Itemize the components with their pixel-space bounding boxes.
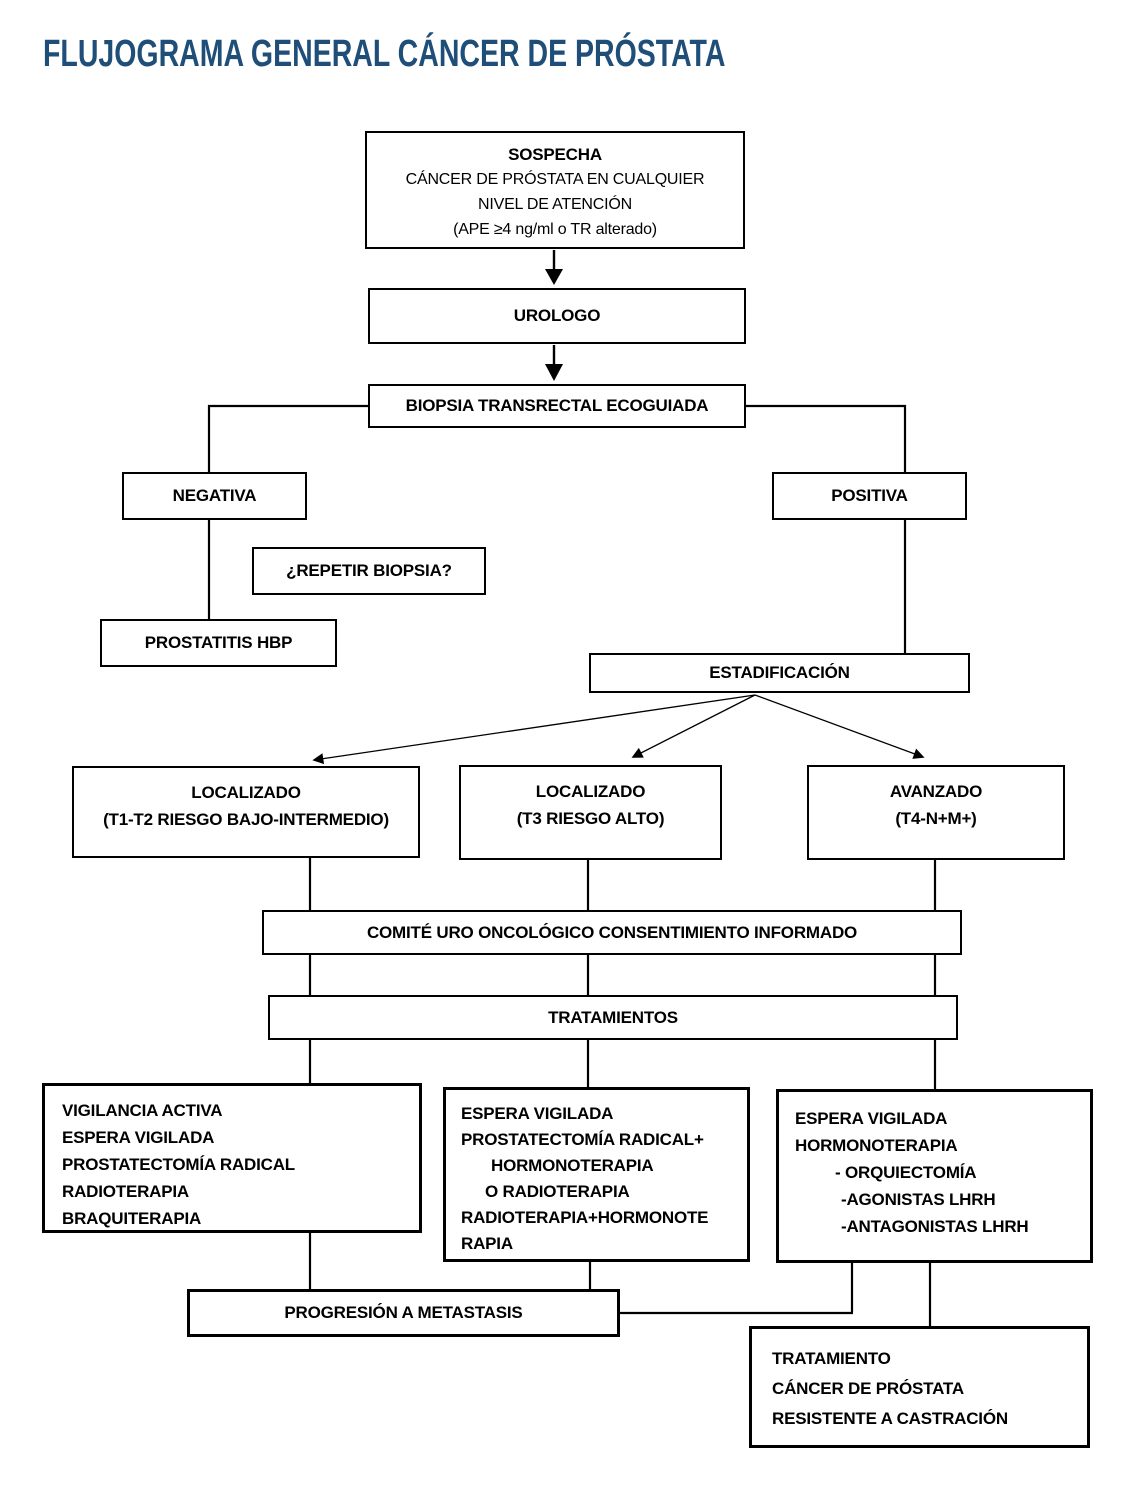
node-progresion-label: PROGRESIÓN A METASTASIS [284, 1303, 523, 1322]
treat1-line4: RADIOTERAPIA [62, 1182, 189, 1201]
treat2-line1: ESPERA VIGILADA [461, 1104, 614, 1123]
node-tratamientos [268, 995, 958, 1040]
node-avanzado [807, 765, 1065, 860]
treat2-line5: RADIOTERAPIA+HORMONOTE [461, 1208, 709, 1227]
node-localizado-alto-line2: (T3 RIESGO ALTO) [516, 809, 665, 828]
node-sospecha-line2: NIVEL DE ATENCIÓN [478, 196, 632, 213]
node-avanzado-line1: AVANZADO [889, 782, 983, 801]
treat1-line1: VIGILANCIA ACTIVA [62, 1101, 223, 1120]
node-sospecha-line1: CÁNCER DE PRÓSTATA EN CUALQUIER [405, 171, 705, 188]
node-tratamiento-localizado-bajo [42, 1083, 422, 1233]
node-negativa-label: NEGATIVA [172, 486, 257, 505]
arrow-estadificacion-avanzado [755, 695, 923, 757]
treat1-line5: BRAQUITERAPIA [62, 1209, 202, 1228]
node-avanzado-line2: (T4-N+M+) [895, 809, 977, 828]
arrow-estadificacion-loc2 [633, 695, 755, 757]
node-localizado-alto [459, 765, 722, 860]
node-comite [262, 910, 962, 955]
arrow-urologo-biopsia-head [545, 364, 563, 381]
node-tratamiento-avanzado [776, 1089, 1093, 1263]
node-sospecha-line3: (APE ≥4 ng/ml o TR alterado) [453, 221, 657, 238]
treat1-line3: PROSTATECTOMÍA RADICAL [62, 1155, 295, 1174]
connector-biopsia-negativa [209, 406, 368, 472]
treat2-line4: O RADIOTERAPIA [485, 1182, 630, 1201]
tcrpc-line1: TRATAMIENTO [772, 1349, 891, 1368]
page-title: FLUJOGRAMA GENERAL CÁNCER DE PRÓSTATA [43, 33, 726, 75]
arrow-sospecha-urologo-head [545, 269, 563, 285]
treat2-line3: HORMONOTERAPIA [491, 1156, 654, 1175]
connector-biopsia-positiva [746, 406, 905, 472]
node-tratamiento-resistente [749, 1326, 1090, 1448]
node-localizado-bajo-line2: (T1-T2 RIESGO BAJO-INTERMEDIO) [103, 810, 389, 829]
node-tratamientos-label: TRATAMIENTOS [548, 1007, 678, 1027]
node-localizado-bajo-line1: LOCALIZADO [191, 783, 301, 802]
arrow-estadificacion-loc1 [314, 695, 755, 760]
node-positiva-label: POSITIVA [831, 486, 908, 505]
node-positiva [772, 472, 967, 520]
tcrpc-line3: RESISTENTE A CASTRACIÓN [772, 1409, 1008, 1428]
tcrpc-line2: CÁNCER DE PRÓSTATA [772, 1379, 964, 1398]
treat3-line1: ESPERA VIGILADA [795, 1109, 948, 1128]
treat3-line4: -AGONISTAS LHRH [841, 1190, 996, 1209]
node-estadificacion-label: ESTADIFICACIÓN [709, 663, 850, 682]
treat2-line2: PROSTATECTOMÍA RADICAL+ [461, 1130, 704, 1149]
node-estadificacion [589, 653, 970, 693]
node-localizado-alto-line1: LOCALIZADO [535, 782, 646, 801]
treat3-line2: HORMONOTERAPIA [795, 1136, 958, 1155]
node-negativa [122, 472, 307, 520]
node-repetir-biopsia [252, 547, 486, 595]
node-repetir-biopsia-label: ¿REPETIR BIOPSIA? [286, 561, 452, 580]
node-sospecha-heading: SOSPECHA [508, 145, 602, 164]
node-urologo [368, 288, 746, 344]
node-localizado-bajo-intermedio [72, 766, 420, 858]
node-comite-label: COMITÉ URO ONCOLÓGICO CONSENTIMIENTO INFORMADO [366, 922, 858, 942]
node-tratamiento-localizado-alto [443, 1087, 750, 1262]
node-prostatitis-hbp [100, 619, 337, 667]
treat3-line5: -ANTAGONISTAS LHRH [841, 1217, 1029, 1236]
node-biopsia-label: BIOPSIA TRANSRECTAL ECOGUIADA [405, 396, 709, 415]
node-urologo-label: UROLOGO [513, 306, 601, 325]
treat3-line3: - ORQUIECTOMÍA [835, 1163, 977, 1182]
treat1-line2: ESPERA VIGILADA [62, 1128, 215, 1147]
treat2-line6: RAPIA [461, 1234, 513, 1253]
node-prostatitis-hbp-label: PROSTATITIS HBP [144, 633, 293, 652]
node-sospecha [365, 131, 745, 249]
node-biopsia [368, 384, 746, 428]
node-progresion-metastasis [187, 1289, 620, 1337]
